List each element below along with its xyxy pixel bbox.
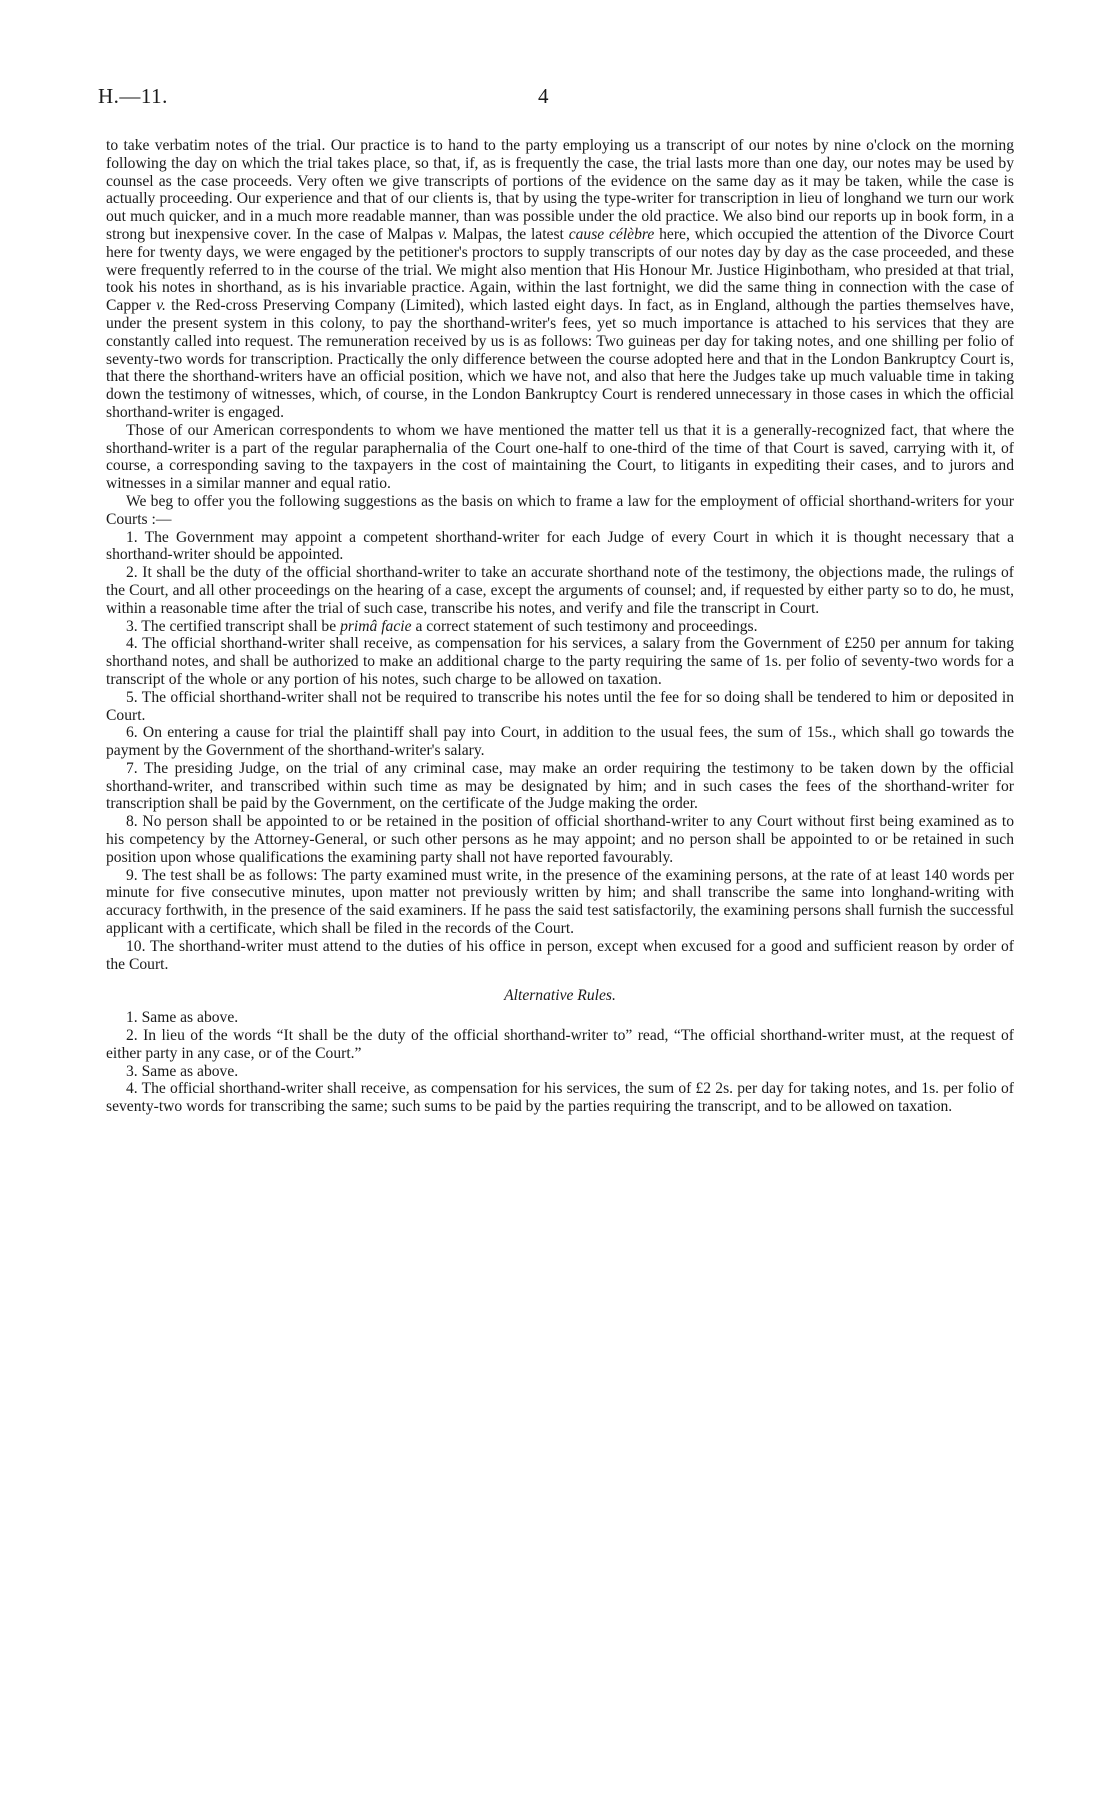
document-id: H.—11. — [98, 84, 168, 108]
alt-rule-3: 3. Same as above. — [126, 1062, 239, 1080]
page-header — [98, 84, 1018, 112]
paragraph-1-mid: Malpas, the latest — [452, 225, 564, 243]
alt-rule-4: 4. The official shorthand-writer shall receive, as compensation for his services, the sum of £2 2s. per day for taking notes, and 1s. per folio of seventy-two words for transcribing the same; such sums to be paid by the parties requiring the transcript, and to be allowed on taxation. — [106, 1080, 1014, 1116]
alt-rule-1: 1. Same as above. — [126, 1009, 239, 1027]
paragraph-1-text: to take verbatim notes of the trial. Our practice is to hand to the party employing us a transcript of our notes by nine o'clock on the morning following the day on which the trial takes place, so that, if, as is frequently the case, the trial lasts more than one day, our notes may be used by counsel as the case proceeds. Very often we give transcripts of portions of the evidence on the same day as it may be taken, while the case is actually proceeding. Our experience and that of our clients is, that by using the type-writer for transcription in lieu of longhand we turn our work out much quicker, and in a much more readable manner, than was possible under the old practice. We also bind our reports up in book form, in a strong but inexpensive cover. In the case of Malpas — [106, 137, 1014, 243]
paragraph-1-cont: here, which occupied the attention of the Divorce Court here for twenty days, we were engaged by the petitioner's proctors to supply transcripts of our notes day by day as the case proceeded, and these were frequently referred to in the course of the trial. We might also mention that His Honour Mr. Justice Higinbotham, who presided at that trial, took his notes in shorthand, as is his invariable practice. Again, within the last fortnight, we did the same thing in connection with the case of Capper — [106, 225, 1015, 315]
page-number: 4 — [538, 84, 549, 108]
rule-8: 8. No person shall be appointed to or be retained in the position of official shorthand-writer to any Court without first being examined as to his competency by the Attorney-General, or such other persons as he may appoint; and no person shall be appointed to or be retained in such position upon whose qualifications the examining party shall not have reported favourably. — [106, 813, 1014, 866]
alt-rule-2: 2. In lieu of the words “It shall be the duty of the official shorthand-writer to” read, “The official shorthand-writer must, at the request of either party in any case, or of the Court.” — [106, 1027, 1014, 1062]
alternative-rules-heading: Alternative Rules. — [504, 987, 616, 1005]
rule-3 — [106, 618, 1014, 636]
rule-1: 1. The Government may appoint a competent shorthand-writer for each Judge of every Court in which it is thought necessary that a shorthand-writer should be appointed. — [106, 528, 1014, 564]
rule-2: 2. It shall be the duty of the official shorthand-writer to take an accurate shorthand note of the testimony, the objections made, the rulings of the Court, and all other proceedings on the hearing of a case, except the arguments of counsel; and, if requested by either party so to do, he must, within a reasonable time after the trial of such case, transcribe his notes, and verify and file the transcript in Court. — [106, 564, 1014, 617]
cause-celebre: cause célèbre — [568, 225, 655, 243]
paragraph-1 — [106, 137, 1014, 422]
paragraph-1-end: the Red-cross Preserving Company (Limited), which lasted eight days. In fact, as in England, although the parties themselves have, under the present system in this colony, to pay the shorthand-writer's fees, yet so much importance is attached to his services that they are constantly called into request. The remuneration received by us is as follows: Two guineas per day for taking notes, and one shilling per folio of seventy-two words for transcription. Practically the only difference between the course adopted here and that in the London Bankruptcy Court is, that there the shorthand-writers have an official position, which we have not, and also that here the Judges take up much valuable time in taking down the testimony of witnesses, which, of course, in the London Bankruptcy Court is rendered unnecessary in those cases in which the official shorthand-writer is engaged. — [106, 297, 1014, 421]
prima-facie: primâ facie — [340, 617, 412, 635]
versus-abbrev-2: v. — [156, 297, 166, 315]
versus-abbrev: v. — [438, 225, 448, 243]
rule-9: 9. The test shall be as follows: The party examined must write, in the presence of the examining persons, at the rate of at least 140 words per minute for five consecutive minutes, upon matter not previously written by him; and shall transcribe the same into longhand-writing with accuracy forthwith, in the presence of the said examiners. If he pass the said test satisfactorily, the examining persons shall furnish the successful applicant with a certificate, which shall be filed in the records of the Court. — [106, 866, 1014, 938]
rules-list — [106, 529, 1014, 974]
rule-7: 7. The presiding Judge, on the trial of any criminal case, may make an order requiring the testimony to be taken down by the official shorthand-writer, and transcribed within such time as may be designated by him; and in such cases the fees of the shorthand-writer for transcription shall be paid by the Government, on the certificate of the Judge making the order. — [106, 759, 1014, 813]
rule-4: 4. The official shorthand-writer shall receive, as compensation for his services, a salary from the Government of £250 per annum for taking shorthand notes, and shall be authorized to make an additional charge to the party requiring the same of 1s. per folio of seventy-two words for a transcript of the whole or any portion of his notes, such charge to be allowed on taxation. — [106, 635, 1014, 688]
rule-10: 10. The shorthand-writer must attend to the duties of his office in person, except when excused for a good and sufficient reason by order of the Court. — [106, 937, 1014, 973]
paragraph-3: We beg to offer you the following suggestions as the basis on which to frame a law for the employment of official shorthand-writers for your Courts :— — [106, 492, 1014, 528]
rule-5: 5. The official shorthand-writer shall not be required to transcribe his notes until the fee for so doing shall be tendered to him or deposited in Court. — [106, 688, 1014, 724]
rule-6: 6. On entering a cause for trial the plaintiff shall pay into Court, in addition to the usual fees, the sum of 15s., which shall go towards the payment by the Government of the shorthand-writer's salary. — [106, 724, 1014, 760]
rule-3-start: 3. The certified transcript shall be — [126, 617, 337, 635]
paragraph-2: Those of our American correspondents to whom we have mentioned the matter tell us that it is a generally-recognized fact, that where the shorthand-writer is a part of the regular paraphernalia of the Court one-half to one-third of the time of that Court is saved, carrying with it, of course, a corresponding saving to the taxpayers in the cost of maintaining the Court, to litigants in expediting their cases, and to jurors and witnesses in a similar manner and equal ratio. — [106, 421, 1014, 493]
alternative-rules-list — [106, 1009, 1014, 1116]
body-text — [106, 137, 1014, 1116]
rule-3-end: a correct statement of such testimony and proceedings. — [415, 617, 758, 635]
